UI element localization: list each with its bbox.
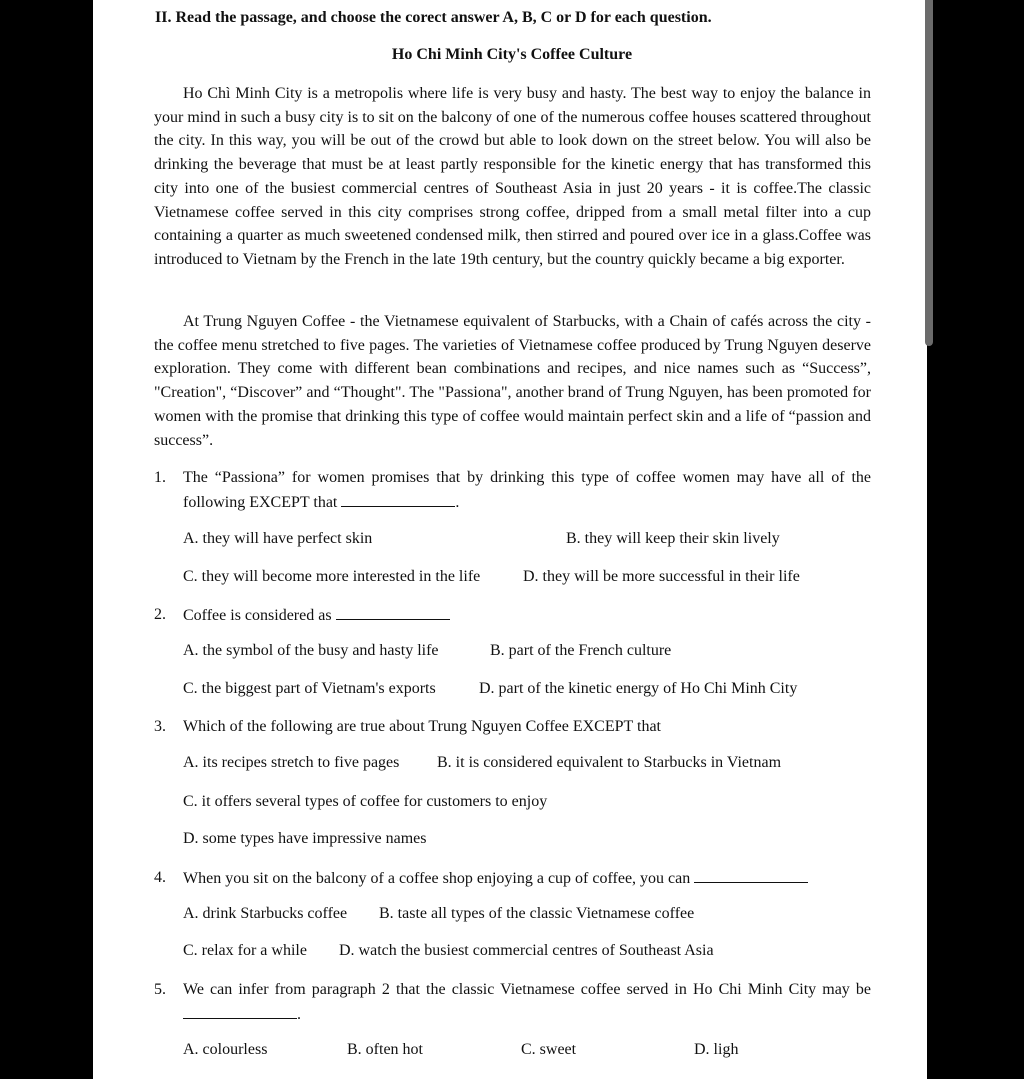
passage-title: Ho Chi Minh City's Coffee Culture bbox=[391, 46, 633, 63]
question-4-text: When you sit on the balcony of a coffee shop enjoying a cup of coffee, you can bbox=[183, 870, 691, 887]
question-1-suffix: . bbox=[455, 494, 460, 511]
question-1-option-c: C. they will become more interested in the life bbox=[183, 568, 481, 585]
question-1-blank bbox=[341, 490, 455, 507]
question-1-text: The “Passiona” for women promises that by drinking this type of coffee women may have all of the following EXCEPT that bbox=[183, 469, 871, 511]
question-3-number: 3. bbox=[154, 718, 166, 735]
question-2-option-a: A. the symbol of the busy and hasty life bbox=[183, 642, 439, 659]
question-2-stem bbox=[183, 603, 871, 628]
question-2-option-d: D. part of the kinetic energy of Ho Chi Minh City bbox=[479, 680, 798, 697]
question-1-stem bbox=[183, 466, 871, 515]
question-5-number: 5. bbox=[154, 981, 166, 998]
question-4-number: 4. bbox=[154, 869, 166, 886]
question-4-stem bbox=[183, 866, 871, 891]
question-5-blank bbox=[183, 1002, 297, 1019]
passage-paragraph-1: Ho Chì Minh City is a metropolis where life is very busy and hasty. The best way to enjoy the balance in your mind in such a busy city is to sit on the balcony of one of the numerous coffee houses scattered throughout the city. In this way, you will be out of the crowd but able to look down on the street below. You will also be drinking the beverage that must be at least partly responsible for the kinetic energy that has transformed this city into one of the busiest commercial centres of Southeast Asia in just 20 years - it is coffee.The classic Vietnamese coffee served in this city comprises strong coffee, dripped from a small metal filter into a cup containing a quarter as much sweetened condensed milk, then stirred and poured over ice in a glass.Coffee was introduced to Vietnam by the French in the late 19th century, but the country quickly became a big exporter. bbox=[154, 85, 871, 268]
question-5-suffix: . bbox=[297, 1006, 301, 1023]
question-3-option-d: D. some types have impressive names bbox=[183, 830, 427, 847]
question-4-option-c: C. relax for a while bbox=[183, 942, 307, 959]
question-4-option-b: B. taste all types of the classic Vietnamese coffee bbox=[379, 905, 695, 922]
question-3-option-a: A. its recipes stretch to five pages bbox=[183, 754, 400, 771]
question-5-option-c: C. sweet bbox=[521, 1041, 577, 1058]
question-5-option-a: A. colourless bbox=[183, 1041, 268, 1058]
question-2-option-c: C. the biggest part of Vietnam's exports bbox=[183, 680, 436, 697]
question-1-option-a: A. they will have perfect skin bbox=[183, 530, 373, 547]
question-5-option-d: D. ligh bbox=[694, 1041, 739, 1058]
section-heading: II. Read the passage, and choose the corect answer A, B, C or D for each question. bbox=[155, 9, 712, 26]
question-1-number: 1. bbox=[154, 469, 166, 486]
question-1-option-d: D. they will be more successful in their life bbox=[523, 568, 800, 585]
question-4-blank bbox=[694, 866, 808, 883]
question-5-text: We can infer from paragraph 2 that the classic Vietnamese coffee served in Ho Chi Minh City may be bbox=[183, 981, 871, 998]
question-4-option-d: D. watch the busiest commercial centres of Southeast Asia bbox=[339, 942, 714, 959]
question-2-number: 2. bbox=[154, 606, 166, 623]
question-4-option-a: A. drink Starbucks coffee bbox=[183, 905, 348, 922]
question-5-option-b: B. often hot bbox=[347, 1041, 423, 1058]
question-2-option-b: B. part of the French culture bbox=[490, 642, 672, 659]
question-1-option-b: B. they will keep their skin lively bbox=[566, 530, 780, 547]
question-3-text: Which of the following are true about Trung Nguyen Coffee EXCEPT that bbox=[183, 718, 661, 735]
question-3-option-b: B. it is considered equivalent to Starbucks in Vietnam bbox=[437, 754, 782, 771]
question-5-stem bbox=[183, 978, 871, 1027]
question-3-option-c: C. it offers several types of coffee for customers to enjoy bbox=[183, 793, 548, 810]
question-2-blank bbox=[336, 603, 450, 620]
passage-paragraph-2: At Trung Nguyen Coffee - the Vietnamese equivalent of Starbucks, with a Chain of cafés across the city - the coffee menu stretched to five pages. The varieties of Vietnamese coffee produced by Trung Nguyen deserve exploration. They come with different bean combinations and recipes, and nice names such as “Success”, "Creation", “Discover” and “Thought". The "Passiona", another brand of Trung Nguyen, has been promoted for women with the promise that drinking this type of coffee would maintain perfect skin and a life of “passion and success”. bbox=[154, 313, 871, 449]
question-2-text: Coffee is considered as bbox=[183, 607, 332, 624]
